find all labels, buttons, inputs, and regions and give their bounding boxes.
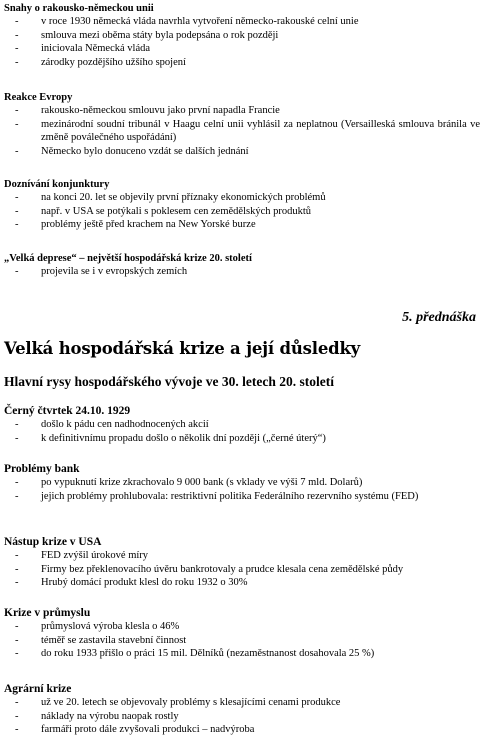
list-item: - smlouva mezi oběma státy byla podepsána o rok později [4,29,480,43]
section-heading: Doznívání konjunktury [4,179,110,190]
bullet-list [4,191,480,232]
section-heading: Agrární krize [4,683,72,695]
list-item: - už ve 20. letech se objevovaly problémy s klesajícími cenami produkce [4,696,480,710]
list-item: - v roce 1930 německá vláda navrhla vytvoření německo-rakouské celní unie [4,15,480,29]
section-boom-fading [4,178,480,232]
list-item: - náklady na výrobu naopak rostly [4,710,480,724]
list-item: - projevila se i v evropských zemích [4,265,480,279]
list-item: - farmáři proto dále zvyšovali produkci – nadvýroba [4,723,480,737]
bullet-list [4,15,480,69]
list-item: - problémy ještě před krachem na New Yorské burze [4,218,480,232]
list-item: - do roku 1933 přišlo o práci 15 mil. Dělníků (nezaměstnanost dosahovala 25 %) [4,647,480,661]
list-item: - téměř se zastavila stavební činnost [4,634,480,648]
bullet-list [4,265,480,279]
list-item: - na konci 20. let se objevily první příznaky ekonomických problémů [4,191,480,205]
section-heading: Problémy bank [4,463,80,475]
list-item: - Německo bylo donuceno vzdát se dalších jednání [4,145,480,159]
bullet-list [4,549,480,590]
bullet-list [4,696,480,737]
section-heading: Černý čtvrtek 24.10. 1929 [4,405,131,417]
section-bank-problems [4,462,480,503]
lecture-label: 5. přednáška [402,310,476,325]
section-heading: „Velká deprese“ – největší hospodářská krize 20. století [4,253,252,264]
section-heading: Snahy o rakousko-německou unii [4,3,154,14]
section-agrarian-crisis [4,682,480,737]
list-item: - Firmy bez překlenovacího úvěru bankrotovaly a prudce klesala cena zemědělské půdy [4,563,480,577]
page-subtitle: Hlavní rysy hospodářského vývoje ve 30. letech 20. století [4,374,334,389]
list-item: - došlo k pádu cen nadhodnocených akcií [4,418,480,432]
list-item: - jejich problémy prohlubovala: restriktivní politika Federálního rezervního systému (FED) [4,490,480,504]
list-item: - zárodky pozdějšího užšího spojení [4,56,480,70]
bullet-list [4,104,480,158]
list-item: - FED zvýšil úrokové míry [4,549,480,563]
list-item: - Hrubý domácí produkt klesl do roku 1932 o 30% [4,576,480,590]
section-heading: Nástup krize v USA [4,536,102,548]
section-crisis-usa [4,535,480,590]
section-heading: Krize v průmyslu [4,607,91,619]
section-europe-reaction [4,91,480,158]
list-item: - mezinárodní soudní tribunál v Haagu celní unii vyhlásil za neplatnou (Versailleská smlouva bránila ve změně poválečného uspořádání) [4,118,480,145]
section-customs-union [4,2,480,69]
section-great-depression [4,252,480,279]
section-heading: Reakce Evropy [4,92,73,103]
page-title: Velká hospodářská krize a její důsledky [4,339,361,358]
section-industry-crisis [4,606,480,661]
bullet-list [4,620,480,661]
list-item: - po vypuknutí krize zkrachovalo 9 000 bank (s vklady ve výši 7 mld. Dolarů) [4,476,480,490]
bullet-list [4,476,480,503]
list-item: - průmyslová výroba klesla o 46% [4,620,480,634]
section-black-thursday [4,404,480,445]
list-item: - k definitivnímu propadu došlo o několik dní později („černé úterý“) [4,432,480,446]
list-item: - rakousko-německou smlouvu jako první napadla Francie [4,104,480,118]
list-item: - iniciovala Německá vláda [4,42,480,56]
bullet-list [4,418,480,445]
list-item: - např. v USA se potýkali s poklesem cen zemědělských produktů [4,205,480,219]
